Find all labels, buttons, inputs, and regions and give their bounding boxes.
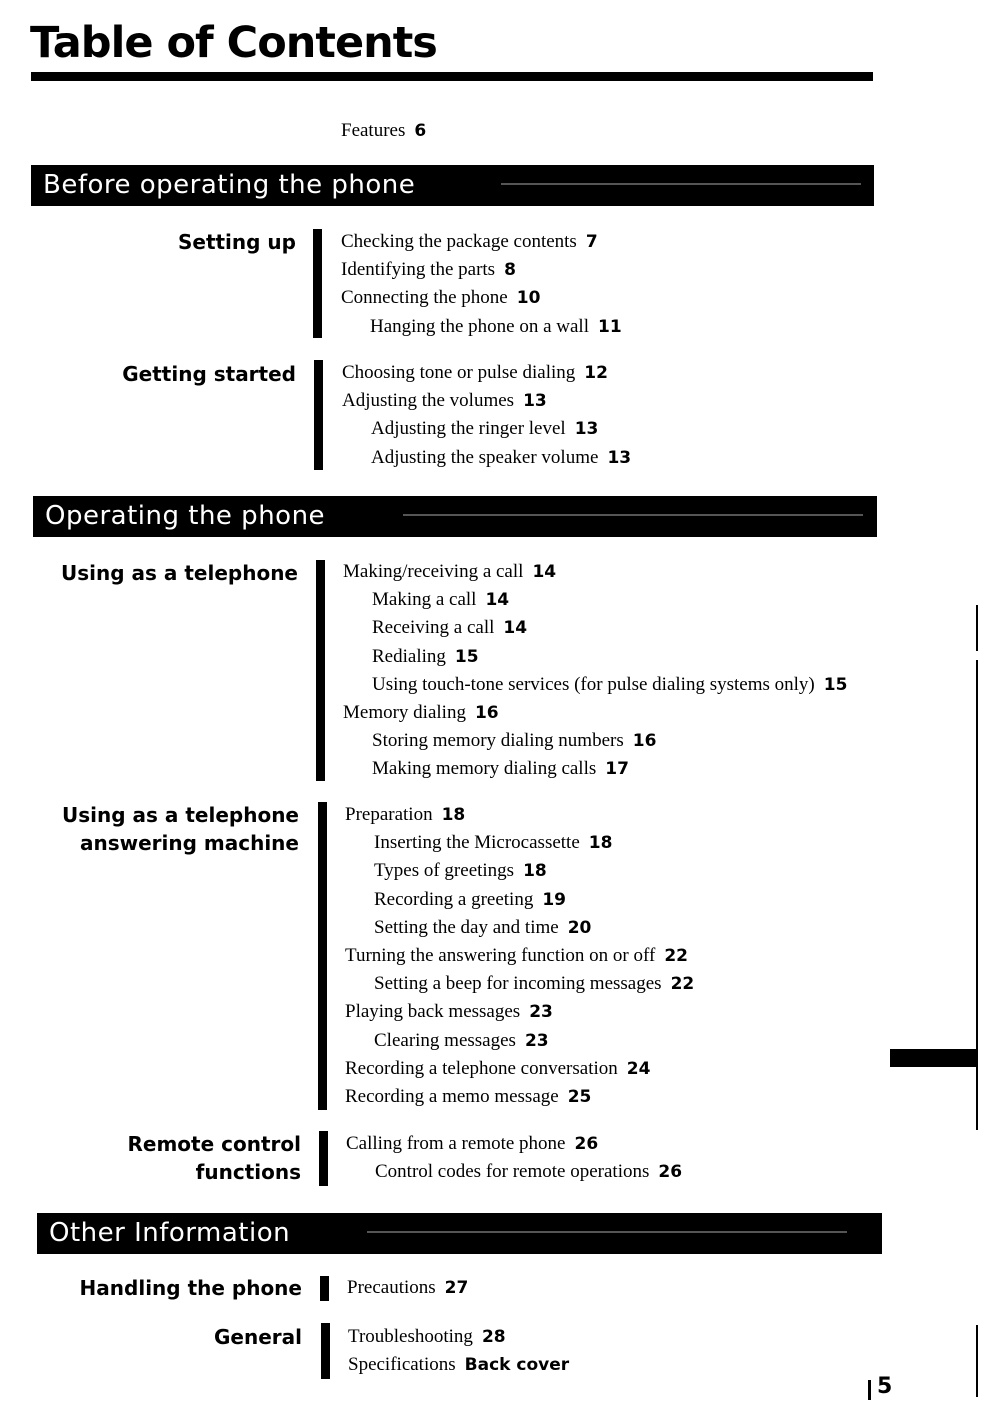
toc-entry-page: 22: [670, 974, 695, 995]
band-streak: [501, 183, 861, 185]
toc-subentry[interactable]: [343, 643, 847, 671]
toc-subentry[interactable]: [346, 1158, 682, 1186]
toc-entry[interactable]: [345, 998, 694, 1026]
toc-entry[interactable]: [341, 284, 622, 312]
features-entry[interactable]: [341, 120, 426, 142]
toc-entry[interactable]: [345, 1055, 694, 1083]
toc-entry-page: 26: [658, 1162, 683, 1183]
entry-list-handling-the-phone: [347, 1274, 468, 1302]
margin-line: [976, 1325, 978, 1397]
toc-entry[interactable]: [345, 1083, 694, 1111]
toc-subentry[interactable]: [345, 886, 694, 914]
page-number: 5: [877, 1374, 893, 1399]
toc-subentry[interactable]: [343, 727, 847, 755]
toc-entry-text: Setting a beep for incoming messages: [374, 973, 662, 995]
group-label-line1: Using as a telephone: [62, 803, 299, 827]
group-bar: [318, 802, 327, 1110]
toc-entry-page: 14: [485, 590, 510, 611]
group-label-getting-started: Getting started: [122, 362, 296, 386]
page-title: Table of Contents: [30, 18, 437, 68]
toc-entry-page: 10: [516, 288, 541, 309]
entry-list-getting-started: [342, 359, 631, 472]
toc-entry-page: Back cover: [464, 1355, 570, 1376]
section-heading-before-operating: [31, 165, 874, 206]
toc-entry-text: Turning the answering function on or off: [345, 944, 656, 966]
group-bar: [314, 360, 323, 470]
toc-entry-page: 8: [504, 260, 516, 281]
toc-subentry[interactable]: [343, 671, 847, 699]
toc-entry-text: Precautions: [347, 1277, 436, 1298]
toc-entry-text: Calling from a remote phone: [346, 1133, 566, 1154]
title-rule: [31, 72, 873, 81]
toc-entry-page: 25: [567, 1086, 592, 1107]
group-label-line2: answering machine: [79, 831, 299, 855]
features-label: Features: [341, 120, 406, 141]
toc-entry-text: Identifying the parts: [341, 259, 496, 281]
entry-list-answering-machine: [345, 801, 694, 1111]
toc-entry-text: Preparation: [345, 804, 433, 825]
toc-entry-text: Troubleshooting: [348, 1326, 473, 1347]
toc-subentry[interactable]: [345, 857, 694, 885]
toc-entry-page: 7: [585, 232, 598, 252]
toc-entry[interactable]: [342, 359, 631, 387]
section-heading-text: Operating the phone: [45, 501, 326, 531]
toc-subentry[interactable]: [342, 444, 631, 472]
group-label-handling-the-phone: Handling the phone: [79, 1276, 302, 1300]
toc-entry-text: Storing memory dialing numbers: [372, 730, 624, 752]
group-bar: [313, 229, 322, 338]
section-heading-operating: [33, 496, 877, 537]
toc-entry-text: Adjusting the speaker volume: [371, 446, 599, 468]
toc-entry[interactable]: [343, 558, 847, 586]
toc-entry-page: 13: [523, 391, 547, 412]
section-heading-other-information: [37, 1213, 882, 1254]
group-label-remote-control: [128, 1130, 302, 1186]
toc-entry-text: Hanging the phone on a wall: [370, 315, 589, 337]
group-label-general: General: [214, 1325, 302, 1349]
toc-entry[interactable]: [347, 1274, 468, 1302]
band-streak: [403, 514, 863, 516]
entry-list-general: [348, 1323, 569, 1379]
toc-entry-page: 23: [529, 1002, 553, 1023]
section-heading-text: Before operating the phone: [43, 170, 416, 200]
toc-subentry[interactable]: [345, 829, 694, 857]
toc-entry[interactable]: [348, 1351, 569, 1379]
toc-entry-page: 18: [588, 833, 613, 854]
toc-entry-page: 20: [567, 917, 592, 938]
toc-entry-page: 23: [524, 1030, 549, 1051]
toc-entry-text: Recording a memo message: [345, 1085, 559, 1107]
features-page: 6: [414, 121, 427, 141]
toc-entry-page: 16: [474, 702, 499, 723]
toc-subentry[interactable]: [343, 586, 847, 614]
entry-list-using-as-telephone: [343, 558, 847, 784]
toc-entry[interactable]: [341, 256, 622, 284]
toc-entry-page: 12: [584, 363, 608, 383]
group-bar: [316, 560, 325, 781]
toc-entry[interactable]: [348, 1323, 569, 1351]
entry-list-remote-control: [346, 1130, 682, 1186]
toc-entry-text: Setting the day and time: [374, 916, 559, 938]
toc-subentry[interactable]: [345, 970, 694, 998]
toc-entry-page: 18: [523, 861, 547, 882]
entry-list-setting-up: [341, 228, 622, 341]
toc-entry-page: 18: [441, 805, 466, 825]
toc-entry-page: 19: [542, 889, 567, 910]
toc-entry-text: Connecting the phone: [341, 287, 508, 309]
toc-entry-page: 15: [823, 674, 848, 695]
toc-subentry[interactable]: [345, 1027, 694, 1055]
toc-entry-page: 22: [664, 945, 688, 966]
toc-entry-text: Receiving a call: [372, 617, 495, 639]
page-number-rule: [868, 1380, 871, 1400]
toc-entry-text: Redialing: [372, 645, 446, 667]
toc-entry-text: Making memory dialing calls: [372, 758, 597, 780]
toc-entry-page: 14: [532, 562, 557, 582]
margin-line: [976, 660, 978, 1130]
toc-entry-text: Making/receiving a call: [343, 561, 524, 582]
toc-entry[interactable]: [343, 699, 847, 727]
toc-subentry[interactable]: [342, 415, 631, 443]
toc-entry-text: Control codes for remote operations: [375, 1161, 650, 1183]
toc-entry-page: 15: [454, 646, 479, 667]
toc-entry-text: Inserting the Microcassette: [374, 832, 580, 854]
group-label-using-as-telephone: Using as a telephone: [61, 561, 298, 585]
margin-line: [976, 605, 978, 651]
toc-entry[interactable]: [342, 387, 631, 415]
toc-subentry[interactable]: [345, 914, 694, 942]
group-label-line2: functions: [195, 1160, 301, 1184]
group-label-line1: Remote control: [127, 1132, 301, 1156]
toc-entry-page: 27: [444, 1278, 469, 1298]
toc-subentry[interactable]: [341, 313, 622, 341]
toc-entry-page: 17: [605, 759, 629, 780]
toc-entry[interactable]: [346, 1130, 682, 1158]
group-bar: [321, 1323, 330, 1379]
toc-subentry[interactable]: [343, 755, 847, 783]
group-bar: [320, 1276, 329, 1301]
toc-entry-page: 28: [481, 1327, 506, 1347]
toc-entry[interactable]: [345, 942, 694, 970]
toc-entry-text: Making a call: [372, 589, 477, 611]
margin-tab-marker: [890, 1049, 978, 1067]
band-streak: [367, 1231, 847, 1233]
toc-entry-text: Memory dialing: [343, 701, 466, 723]
group-bar: [319, 1131, 328, 1186]
toc-entry[interactable]: [345, 801, 694, 829]
toc-entry-page: 16: [632, 731, 657, 752]
toc-entry-text: Playing back messages: [345, 1001, 521, 1023]
toc-entry-page: 26: [574, 1134, 599, 1154]
toc-entry[interactable]: [341, 228, 622, 256]
toc-entry-text: Recording a telephone conversation: [345, 1057, 618, 1079]
toc-entry-text: Checking the package contents: [341, 231, 577, 252]
section-heading-text: Other Information: [49, 1218, 291, 1248]
toc-entry-text: Types of greetings: [374, 860, 515, 882]
group-label-setting-up: Setting up: [177, 230, 296, 254]
toc-entry-text: Clearing messages: [374, 1029, 516, 1051]
toc-entry-text: Specifications: [348, 1354, 456, 1376]
toc-entry-text: Recording a greeting: [374, 888, 534, 910]
toc-entry-page: 24: [626, 1058, 651, 1079]
toc-entry-text: Using touch-tone services (for pulse dialing systems only): [372, 673, 815, 695]
group-label-answering-machine: [62, 801, 299, 857]
toc-entry-page: 14: [503, 618, 528, 639]
toc-entry-text: Adjusting the ringer level: [371, 418, 566, 440]
toc-subentry[interactable]: [343, 614, 847, 642]
toc-entry-page: 13: [574, 419, 599, 440]
toc-entry-text: Adjusting the volumes: [342, 390, 515, 412]
toc-entry-page: 11: [597, 316, 622, 337]
toc-entry-text: Choosing tone or pulse dialing: [342, 362, 576, 383]
toc-entry-page: 13: [607, 447, 632, 468]
